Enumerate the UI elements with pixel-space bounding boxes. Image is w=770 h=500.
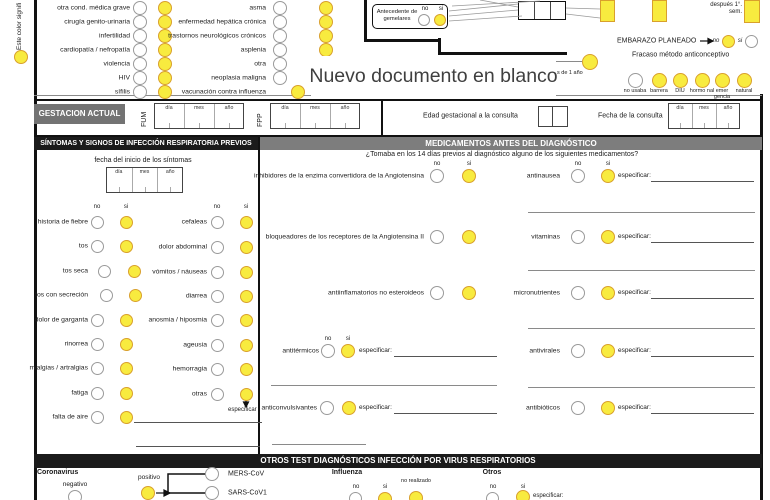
embarazo-si-circle[interactable] [745, 35, 758, 48]
med-separator [272, 444, 366, 445]
gemelares-si-circle[interactable] [434, 14, 446, 26]
fracaso-label: Fracaso método anticonceptivo [632, 51, 730, 59]
sintoma-si-circle[interactable] [128, 265, 141, 278]
fum-date-box-tick [169, 123, 170, 128]
diagram-yellow-bar [744, 0, 760, 23]
sintoma-no-circle[interactable] [211, 241, 224, 254]
embarazo-no-label: no [712, 38, 720, 44]
antecedente-si-circle[interactable] [319, 43, 333, 57]
medicamento-si-circle[interactable] [462, 286, 476, 300]
medicamento-si-circle[interactable] [462, 169, 476, 183]
sintoma-no-circle[interactable] [98, 265, 111, 278]
antecedente-label: otra [254, 60, 266, 68]
fracaso-option-circle[interactable] [652, 73, 667, 88]
antecedente-si-circle[interactable] [158, 85, 172, 99]
medicamento-label: bloqueadores de los receptores de la Angiotensina II [265, 233, 424, 241]
sintoma-no-circle[interactable] [211, 388, 224, 401]
fecha-consulta-date-box-tick [704, 123, 705, 128]
right-border [760, 94, 763, 500]
sintoma-si-circle[interactable] [120, 314, 133, 327]
sintomas-especificar-line[interactable] [134, 422, 262, 423]
ano-connector-line [556, 61, 582, 62]
antecedente-label: cirugía genito-urinaria [64, 18, 130, 26]
sintoma-label: dolor abdominal [158, 243, 207, 251]
influenza-label: Influenza [331, 469, 363, 476]
especificar-line[interactable] [651, 298, 754, 299]
antecedente-no-circle[interactable] [133, 71, 147, 85]
fracaso-option-circle[interactable] [628, 73, 643, 88]
sintoma-label: dolor de garganta [34, 316, 88, 324]
antecedente-si-circle[interactable] [158, 71, 172, 85]
fecha-inicio-date-box-mes-label: mes [139, 169, 150, 175]
medicamento-si-circle[interactable] [341, 344, 355, 358]
influenza-no-realizado-circle[interactable] [409, 491, 423, 500]
otros-label: Otros [482, 469, 502, 476]
fecha-consulta-date-box-tick [728, 123, 729, 128]
sintoma-label: mialgias / artralgias [29, 364, 88, 372]
medicamento-no-circle[interactable] [571, 286, 585, 300]
especificar-label: especificar: [359, 347, 392, 354]
medicamento-label: antitérmicos [282, 347, 319, 355]
fracaso-option-label: no usaba [623, 88, 647, 94]
no-header: no [93, 204, 101, 210]
edad-gestacional-box[interactable] [538, 106, 553, 127]
gemelares-label: Antecedente de gemelares [376, 9, 418, 22]
embarazo-si-label: si [737, 38, 743, 44]
med-separator [528, 270, 755, 271]
no-header: no [574, 161, 582, 167]
fecha-inicio-date-box-tick [119, 187, 120, 192]
antecedente-si-circle[interactable] [158, 1, 172, 15]
med-separator [528, 387, 755, 388]
influenza-si-circle[interactable] [378, 492, 392, 500]
fpp-label: FPP [257, 113, 264, 127]
antecedente-label: neoplasia maligna [211, 74, 266, 82]
embarazo-planeado-label: EMBARAZO PLANEADO [617, 37, 697, 45]
otros-especificar-label: especificar: [533, 493, 564, 499]
sintoma-label: falta de aire [52, 413, 88, 421]
sintoma-no-circle[interactable] [211, 363, 224, 376]
sintoma-label: tos seca [62, 267, 88, 275]
medicamento-no-circle[interactable] [320, 401, 334, 415]
especificar-line[interactable] [651, 181, 754, 182]
gestacion-header: GESTACION ACTUAL [34, 104, 125, 124]
coronavirus-label: Coronavirus [37, 469, 79, 476]
fpp-date-box-tick [285, 123, 286, 128]
medicamento-label: antivirales [529, 347, 560, 355]
antecedente-no-circle[interactable] [273, 71, 287, 85]
coronavirus-positivo-circle[interactable] [141, 486, 155, 500]
antecedente-si-circle[interactable] [319, 29, 333, 43]
antecedente-si-circle[interactable] [158, 57, 172, 71]
medicamento-no-circle[interactable] [430, 230, 444, 244]
sintoma-label: otras [191, 390, 207, 398]
sintoma-no-circle[interactable] [211, 290, 224, 303]
antecedente-si-circle[interactable] [158, 43, 172, 57]
fecha-inicio-date-box-tick [145, 187, 146, 192]
sars-circle[interactable] [205, 486, 219, 500]
sintomas-especificar-label: especificar [228, 407, 257, 413]
fum-date-box-tick [229, 123, 230, 128]
medicamentos-header: MEDICAMENTOS ANTES DEL DIAGNÓSTICO [260, 137, 762, 150]
ano-circle[interactable] [582, 54, 598, 70]
antecedente-label: enfermedad hepática crónica [178, 18, 266, 26]
mers-label: MERS-CoV [228, 470, 265, 478]
top-step-border-h1 [364, 39, 441, 42]
fpp-date-box-mes-label: mes [310, 105, 320, 111]
sintoma-label: diarrea [185, 292, 207, 300]
especificar-label: especificar: [618, 347, 651, 354]
sintoma-si-circle[interactable] [120, 216, 133, 229]
fpp-date-box-tick [315, 123, 316, 128]
antecedente-si-circle[interactable] [291, 85, 305, 99]
fecha-consulta-date-box-tick [680, 123, 681, 128]
sintomas-header: SÍNTOMAS Y SIGNOS DE INFECCIÓN RESPIRATORIA PREVIOS [34, 137, 258, 150]
fecha-consulta-date-box-mes-label: mes [699, 105, 709, 111]
antecedente-no-circle[interactable] [133, 57, 147, 71]
antecedente-label: asma [249, 4, 266, 12]
medicamento-no-circle[interactable] [321, 344, 335, 358]
diagram-yellow-bar [652, 0, 667, 22]
si-header: si [345, 336, 351, 342]
med-separator [528, 328, 755, 329]
si-header: si [123, 204, 129, 210]
antecedente-no-circle[interactable] [133, 29, 147, 43]
antecedente-label: cardiopatía / nefropatía [60, 46, 130, 54]
fracaso-option-circle[interactable] [695, 73, 710, 88]
sintoma-no-circle[interactable] [91, 387, 104, 400]
antecedente-no-circle[interactable] [273, 43, 287, 57]
sintoma-si-circle[interactable] [240, 290, 253, 303]
fracaso-option-circle[interactable] [715, 73, 730, 88]
sintomas-med-divider [258, 137, 260, 454]
gestacion-mid-divider [381, 101, 383, 135]
sintoma-no-circle[interactable] [91, 411, 104, 424]
medicamento-si-circle[interactable] [601, 344, 615, 358]
otros-no-label: no [489, 484, 497, 490]
antecedente-no-circle[interactable] [133, 1, 147, 15]
sintoma-label: hemorragia [172, 365, 207, 373]
sintoma-label: vómitos / náuseas [152, 268, 207, 276]
sintoma-si-circle[interactable] [240, 314, 253, 327]
no-header: no [213, 204, 221, 210]
gemelares-no-circle[interactable] [418, 14, 430, 26]
sintoma-si-circle[interactable] [120, 411, 133, 424]
si-header: si [466, 161, 472, 167]
sintoma-si-circle[interactable] [240, 241, 253, 254]
influenza-si-label: si [382, 484, 388, 490]
si-header: si [605, 161, 611, 167]
left-border [34, 0, 37, 500]
antecedente-no-circle[interactable] [133, 85, 147, 99]
sintoma-si-circle[interactable] [240, 363, 253, 376]
fecha-inicio-date-box-dia-label: día [115, 169, 123, 175]
sintoma-si-circle[interactable] [240, 388, 253, 401]
fracaso-option-label: DIU [675, 88, 685, 94]
medicamento-no-circle[interactable] [571, 344, 585, 358]
sintoma-label: anosmia / hiposmia [148, 316, 207, 324]
fecha-inicio-date-box-ano-label: año [165, 169, 175, 175]
medicamento-si-circle[interactable] [601, 169, 615, 183]
sintoma-no-circle[interactable] [211, 339, 224, 352]
otros-si-label: si [520, 484, 526, 490]
fracaso-option-label: barrera [650, 88, 668, 94]
fum-date-box-mes-label: mes [194, 105, 204, 111]
fpp-date-box-ano-label: año [340, 105, 350, 111]
sintoma-si-circle[interactable] [240, 216, 253, 229]
fecha-consulta-date-box-dia-label: día [676, 105, 684, 111]
sintoma-label: fatiga [71, 389, 88, 397]
fecha-inicio-label: fecha del inicio de los síntomas [94, 157, 192, 164]
sintoma-no-circle[interactable] [91, 338, 104, 351]
sintoma-si-circle[interactable] [240, 339, 253, 352]
fecha-consulta-label: Fecha de la consulta [598, 112, 663, 120]
especificar-line[interactable] [394, 413, 497, 414]
no-header: no [324, 336, 332, 342]
antecedente-no-circle[interactable] [273, 1, 287, 15]
medicamento-si-circle[interactable] [342, 401, 356, 415]
negativo-label: negativo [62, 481, 88, 488]
medicamento-label: inhibidores de la enzima convertidora de la Angiotensina [253, 172, 424, 180]
sintoma-no-circle[interactable] [211, 216, 224, 229]
sintoma-label: cefaleas [181, 218, 207, 226]
sintoma-no-circle[interactable] [211, 266, 224, 279]
antecedente-label: sífilis [114, 88, 130, 96]
antecedente-si-circle[interactable] [319, 1, 333, 15]
especificar-label: especificar: [618, 233, 651, 240]
especificar-label: especificar: [618, 172, 651, 179]
despues-sem-label: después 1°. sem. [710, 2, 742, 16]
legend-text: Este color signifi [16, 2, 23, 50]
sintoma-label: rinorrea [64, 340, 88, 348]
medicamentos-question: ¿Tomaba en los 14 días previos al diagnóstico alguno de los siguientes medicamentos? [365, 151, 639, 158]
fracaso-option-label: natural [735, 88, 753, 94]
fracaso-option-circle[interactable] [673, 73, 688, 88]
antecedente-si-circle[interactable] [158, 15, 172, 29]
sintoma-label: tos con secreción [35, 291, 88, 299]
no-header: no [433, 161, 441, 167]
grid-box-div1 [534, 2, 535, 19]
medicamento-label: micronutrientes [513, 289, 560, 297]
influenza-no-circle[interactable] [349, 492, 362, 500]
sintoma-no-circle[interactable] [91, 240, 104, 253]
especificar-label: especificar: [618, 289, 651, 296]
si-header: si [243, 204, 249, 210]
medicamento-si-circle[interactable] [601, 286, 615, 300]
antecedente-label: HIV [118, 74, 130, 82]
otros-no-circle[interactable] [486, 492, 499, 500]
antecedente-no-circle[interactable] [273, 29, 287, 43]
medicamento-label: antinausea [526, 172, 560, 180]
medicamento-no-circle[interactable] [571, 401, 585, 415]
med-separator [271, 385, 497, 386]
new-blank-document-tile[interactable] [311, 56, 556, 96]
sintoma-si-circle[interactable] [120, 362, 133, 375]
sintoma-label: tos [78, 242, 88, 250]
medicamento-label: anticonvulsivantes [261, 404, 317, 412]
antecedente-si-circle[interactable] [319, 15, 333, 29]
medicamento-si-circle[interactable] [601, 230, 615, 244]
fracaso-option-circle[interactable] [737, 73, 752, 88]
medicamento-label: vitaminas [531, 233, 560, 241]
influenza-no-label: no [352, 484, 360, 490]
sintoma-no-circle[interactable] [211, 314, 224, 327]
especificar-line[interactable] [651, 242, 754, 243]
influenza-no-realizado-label: no realizado [401, 478, 431, 484]
fum-label: FUM [141, 111, 148, 127]
sintoma-label: historia de fiebre [37, 218, 88, 226]
sars-label: SARS-CoV1 [228, 489, 267, 497]
top-step-border-v1 [364, 0, 367, 41]
medicamento-si-circle[interactable] [462, 230, 476, 244]
edad-gestacional-box[interactable] [552, 106, 568, 127]
legend-yellow-circle [14, 50, 28, 64]
medicamento-si-circle[interactable] [601, 401, 615, 415]
section-divider [34, 99, 762, 102]
sintomas-especificar-line2[interactable] [136, 446, 260, 447]
sintoma-si-circle[interactable] [240, 266, 253, 279]
ano-fragment-label: s de 1 año [557, 70, 583, 76]
sintoma-no-circle[interactable] [100, 289, 113, 302]
medicamento-no-circle[interactable] [571, 169, 585, 183]
sintoma-no-circle[interactable] [91, 314, 104, 327]
gemelares-si-label: si [438, 6, 444, 12]
antecedente-label: asplenia [240, 46, 266, 54]
mers-circle[interactable] [205, 467, 219, 481]
fracaso-option-label: emer gencia [713, 88, 731, 101]
fecha-inicio-date-box-tick [170, 187, 171, 192]
fpp-date-box-tick [345, 123, 346, 128]
antecedente-label: trastornos neurológicos crónicos [168, 32, 266, 40]
fum-date-box-dia-label: día [165, 105, 173, 111]
medicamento-no-circle[interactable] [430, 169, 444, 183]
gemelares-no-label: no [421, 6, 429, 12]
antecedente-no-circle[interactable] [133, 43, 147, 57]
medicamento-no-circle[interactable] [430, 286, 444, 300]
antecedente-no-circle[interactable] [273, 57, 287, 71]
med-separator [528, 212, 755, 213]
medicamento-label: antibióticos [525, 404, 560, 412]
grid-box [518, 1, 566, 20]
edad-gestacional-label: Edad gestacional a la consulta [423, 112, 518, 120]
especificar-line[interactable] [651, 413, 754, 414]
otros-test-header: OTROS TEST DIAGNÓSTICOS INFECCIÓN POR VIRUS RESPIRATORIOS [34, 454, 762, 468]
sintoma-si-circle[interactable] [120, 240, 133, 253]
grid-box-div2 [550, 2, 551, 19]
fum-date-box-tick [199, 123, 200, 128]
fpp-date-box-dia-label: día [281, 105, 289, 111]
medicamento-label: antiinflamatorios no esteroideos [328, 289, 424, 297]
new-blank-document-title: Nuevo documento en blanco [309, 64, 558, 87]
antecedente-label: otra cond. médica grave [57, 4, 130, 12]
otros-si-circle[interactable] [516, 490, 530, 500]
fecha-consulta-date-box-ano-label: año [723, 105, 733, 111]
especificar-line[interactable] [651, 356, 754, 357]
especificar-label: especificar: [618, 404, 651, 411]
coronavirus-negativo-circle[interactable] [68, 490, 82, 500]
top-step-border-h2 [438, 52, 567, 55]
fum-date-box-ano-label: año [224, 105, 234, 111]
antecedente-no-circle[interactable] [133, 15, 147, 29]
sintoma-no-circle[interactable] [91, 216, 104, 229]
antecedente-label: vacunación contra influenza [181, 88, 266, 96]
sintoma-si-circle[interactable] [129, 289, 142, 302]
especificar-label: especificar: [359, 404, 392, 411]
antecedente-no-circle[interactable] [273, 15, 287, 29]
embarazo-no-circle[interactable] [722, 35, 735, 48]
medicamento-no-circle[interactable] [571, 230, 585, 244]
antecedente-label: infertilidad [99, 32, 130, 40]
diagram-yellow-bar [600, 0, 615, 22]
sintoma-si-circle[interactable] [120, 387, 133, 400]
fracaso-option-label: hormo nal [689, 88, 715, 94]
sintoma-si-circle[interactable] [120, 338, 133, 351]
sintoma-label: ageusia [183, 341, 207, 349]
sintoma-no-circle[interactable] [91, 362, 104, 375]
antecedente-label: violencia [103, 60, 130, 68]
positivo-label: positivo [137, 474, 161, 481]
especificar-line[interactable] [394, 356, 497, 357]
